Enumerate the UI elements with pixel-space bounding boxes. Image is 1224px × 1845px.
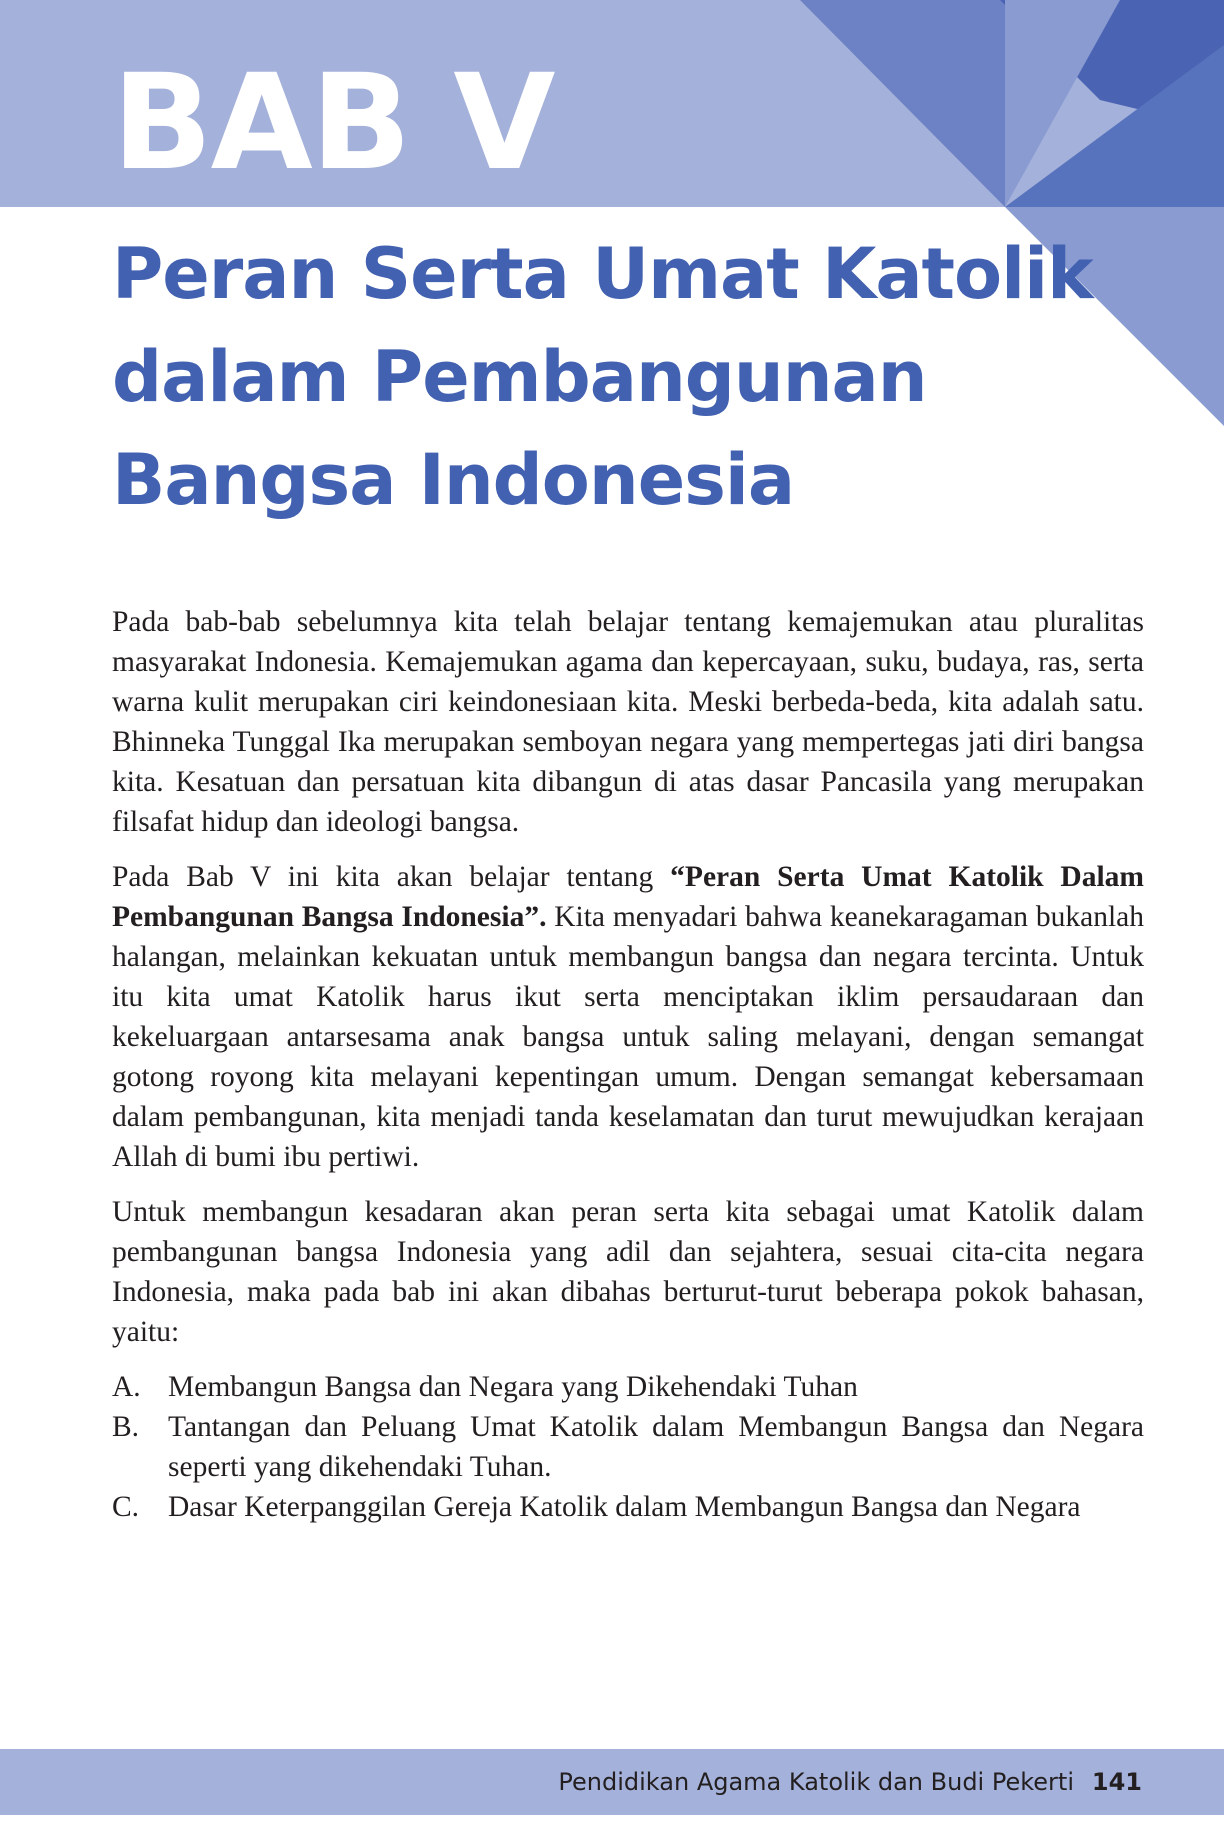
intro-paragraph-1: Pada bab-bab sebelumnya kita telah belajar tentang kemajemukan atau pluralitas masyarakat Indonesia. Kemajemukan agama dan kepercayaan, suku, budaya, ras, serta warna kulit merupakan ciri keindonesiaan kita. Meski berbeda-beda, kita adalah satu. Bhinneka Tunggal Ika merupakan semboyan negara yang mempertegas jati diri bangsa kita. Kesatuan dan persatuan kita dibangun di atas dasar Pancasila yang merupakan filsafat hidup dan ideologi bangsa. [112, 606, 1144, 838]
topic-list [112, 1367, 1144, 1527]
list-item [112, 1407, 1144, 1487]
list-item [112, 1487, 1144, 1527]
chapter-title-line: Peran Serta Umat Katolik [112, 233, 1093, 315]
list-item-text: Membangun Bangsa dan Negara yang Dikehendaki Tuhan [168, 1371, 858, 1403]
list-marker: B. [112, 1411, 140, 1443]
chapter-title [112, 223, 1092, 532]
page-number: 141 [1091, 1768, 1142, 1796]
paragraph-2-intro: Pada Bab V ini kita akan belajar tentang [112, 861, 671, 893]
paragraph-2-rest: Kita menyadari bahwa keanekaragaman bukanlah halangan, melainkan kekuatan untuk membangun bangsa dan negara tercinta. Untuk itu kita umat Katolik harus ikut serta menciptakan iklim persaudaraan dan kekeluargaan antarsesama anak bangsa untuk saling melayani, dengan semangat gotong royong kita melayani kepentingan umum. Dengan semangat kebersamaan dalam pembangunan, kita menjadi tanda keselamatan dan turut mewujudkan kerajaan Allah di bumi ibu pertiwi. [112, 901, 1144, 1173]
chapter-title-line: Bangsa Indonesia [112, 439, 795, 521]
list-item-text: Tantangan dan Peluang Umat Katolik dalam Membangun Bangsa dan Negara seperti yang dikehendaki Tuhan. [168, 1411, 1144, 1483]
list-marker: C. [112, 1491, 140, 1523]
paragraph-2-bold-title: “Peran Serta Umat Katolik Dalam Pembangunan Bangsa Indonesia”. [112, 861, 1145, 933]
chapter-label: BAB V [112, 46, 554, 200]
intro-paragraph-2 [112, 857, 1144, 1177]
chapter-title-line: dalam Pembangunan [112, 336, 927, 418]
triangle-top-mid [800, 0, 1005, 207]
list-marker: A. [112, 1371, 141, 1403]
chapter-introduction [112, 602, 1144, 1527]
list-item [112, 1367, 1144, 1407]
list-item-text: Dasar Keterpanggilan Gereja Katolik dalam Membangun Bangsa dan Negara [168, 1491, 1081, 1523]
intro-paragraph-3: Untuk membangun kesadaran akan peran serta kita sebagai umat Katolik dalam pembangunan bangsa Indonesia yang adil dan sejahtera, sesuai cita-cita negara Indonesia, maka pada bab ini akan dibahas berturut-turut beberapa pokok bahasan, yaitu: [112, 1196, 1144, 1348]
footer-book-title: Pendidikan Agama Katolik dan Budi Pekerti [558, 1768, 1074, 1796]
